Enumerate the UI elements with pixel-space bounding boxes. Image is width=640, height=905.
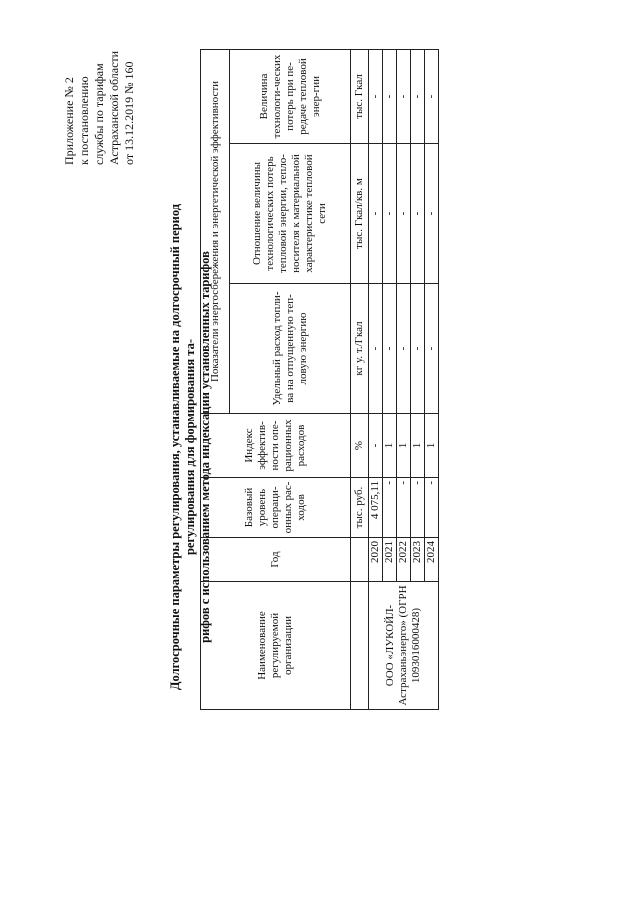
organization-name: ООО «ЛУКОЙЛ-Астраханьэнерго» (ОГРН 1093016000428): [369, 582, 439, 710]
cell-year: 2022: [397, 538, 411, 582]
cell-efficiency-index: 1: [411, 414, 425, 478]
units-row: [351, 49, 369, 709]
header-base-level: Базовый уровень операци-онных рас-ходов: [201, 478, 351, 538]
cell-year: 2023: [411, 538, 425, 582]
cell-base-level: 4 075,11: [369, 478, 383, 538]
cell-base-level: -: [383, 478, 397, 538]
cell-efficiency-index: 1: [425, 414, 439, 478]
header-loss-ratio: Отношение величины технологических потерь тепловой энергии, тепло-носителя к материальной характеристике тепловой сети: [230, 144, 351, 284]
header-energy-indicators: Показатели энергосбережения и энергетической эффективности: [201, 49, 230, 413]
cell-year: 2024: [425, 538, 439, 582]
cell-loss-ratio: -: [411, 144, 425, 284]
title-line: рифов с использованием метода индексации установленных тарифов: [198, 251, 212, 643]
cell-loss-ratio: -: [425, 144, 439, 284]
cell-loss-value: -: [397, 49, 411, 143]
header-organization: Наименование регулируемой организации: [201, 582, 351, 710]
unit-base-level: тыс. руб.: [351, 478, 369, 538]
cell-year: 2021: [383, 538, 397, 582]
appendix-line: Астраханской области: [107, 50, 121, 165]
unit-loss-ratio: тыс. Гкал/кв. м: [351, 144, 369, 284]
unit-cell-empty: [351, 538, 369, 582]
cell-loss-value: -: [425, 49, 439, 143]
appendix-note: [62, 5, 137, 165]
cell-loss-ratio: -: [383, 144, 397, 284]
header-specific-fuel: Удельный расход топли-ва на отпущенную теп-ловую энергию: [230, 284, 351, 414]
cell-loss-value: -: [369, 49, 383, 143]
appendix-line: службы по тарифам: [92, 63, 106, 165]
table-row: [369, 49, 383, 709]
cell-base-level: -: [425, 478, 439, 538]
cell-base-level: -: [411, 478, 425, 538]
cell-year: 2020: [369, 538, 383, 582]
cell-specific-fuel: -: [425, 284, 439, 414]
unit-specific-fuel: кг у. т./Гкал: [351, 284, 369, 414]
appendix-line: от 13.12.2019 № 160: [122, 61, 136, 165]
title-line: Долгосрочные параметры регулирования, устанавливаемые на долгосрочный период регулирования для формирования та-: [168, 203, 197, 691]
appendix-line: Приложение № 2: [62, 77, 76, 165]
cell-efficiency-index: -: [369, 414, 383, 478]
cell-efficiency-index: 1: [397, 414, 411, 478]
header-loss-value: Величина технологи-ческих потерь при пе-редаче тепловой энер-гии: [230, 49, 351, 143]
header-efficiency-index: Индекс эффектив-ности опе-рационных расходов: [201, 414, 351, 478]
cell-loss-ratio: -: [397, 144, 411, 284]
cell-loss-value: -: [383, 49, 397, 143]
unit-cell-empty: [351, 582, 369, 710]
cell-efficiency-index: 1: [383, 414, 397, 478]
cell-loss-ratio: -: [369, 144, 383, 284]
header-year: Год: [201, 538, 351, 582]
cell-specific-fuel: -: [411, 284, 425, 414]
cell-loss-value: -: [411, 49, 425, 143]
appendix-line: к постановлению: [77, 76, 91, 165]
unit-loss-value: тыс. Гкал: [351, 49, 369, 143]
cell-specific-fuel: -: [369, 284, 383, 414]
unit-efficiency-index: %: [351, 414, 369, 478]
cell-specific-fuel: -: [383, 284, 397, 414]
parameters-table: [200, 49, 439, 710]
cell-specific-fuel: -: [397, 284, 411, 414]
cell-base-level: -: [397, 478, 411, 538]
header-row: [201, 49, 230, 709]
